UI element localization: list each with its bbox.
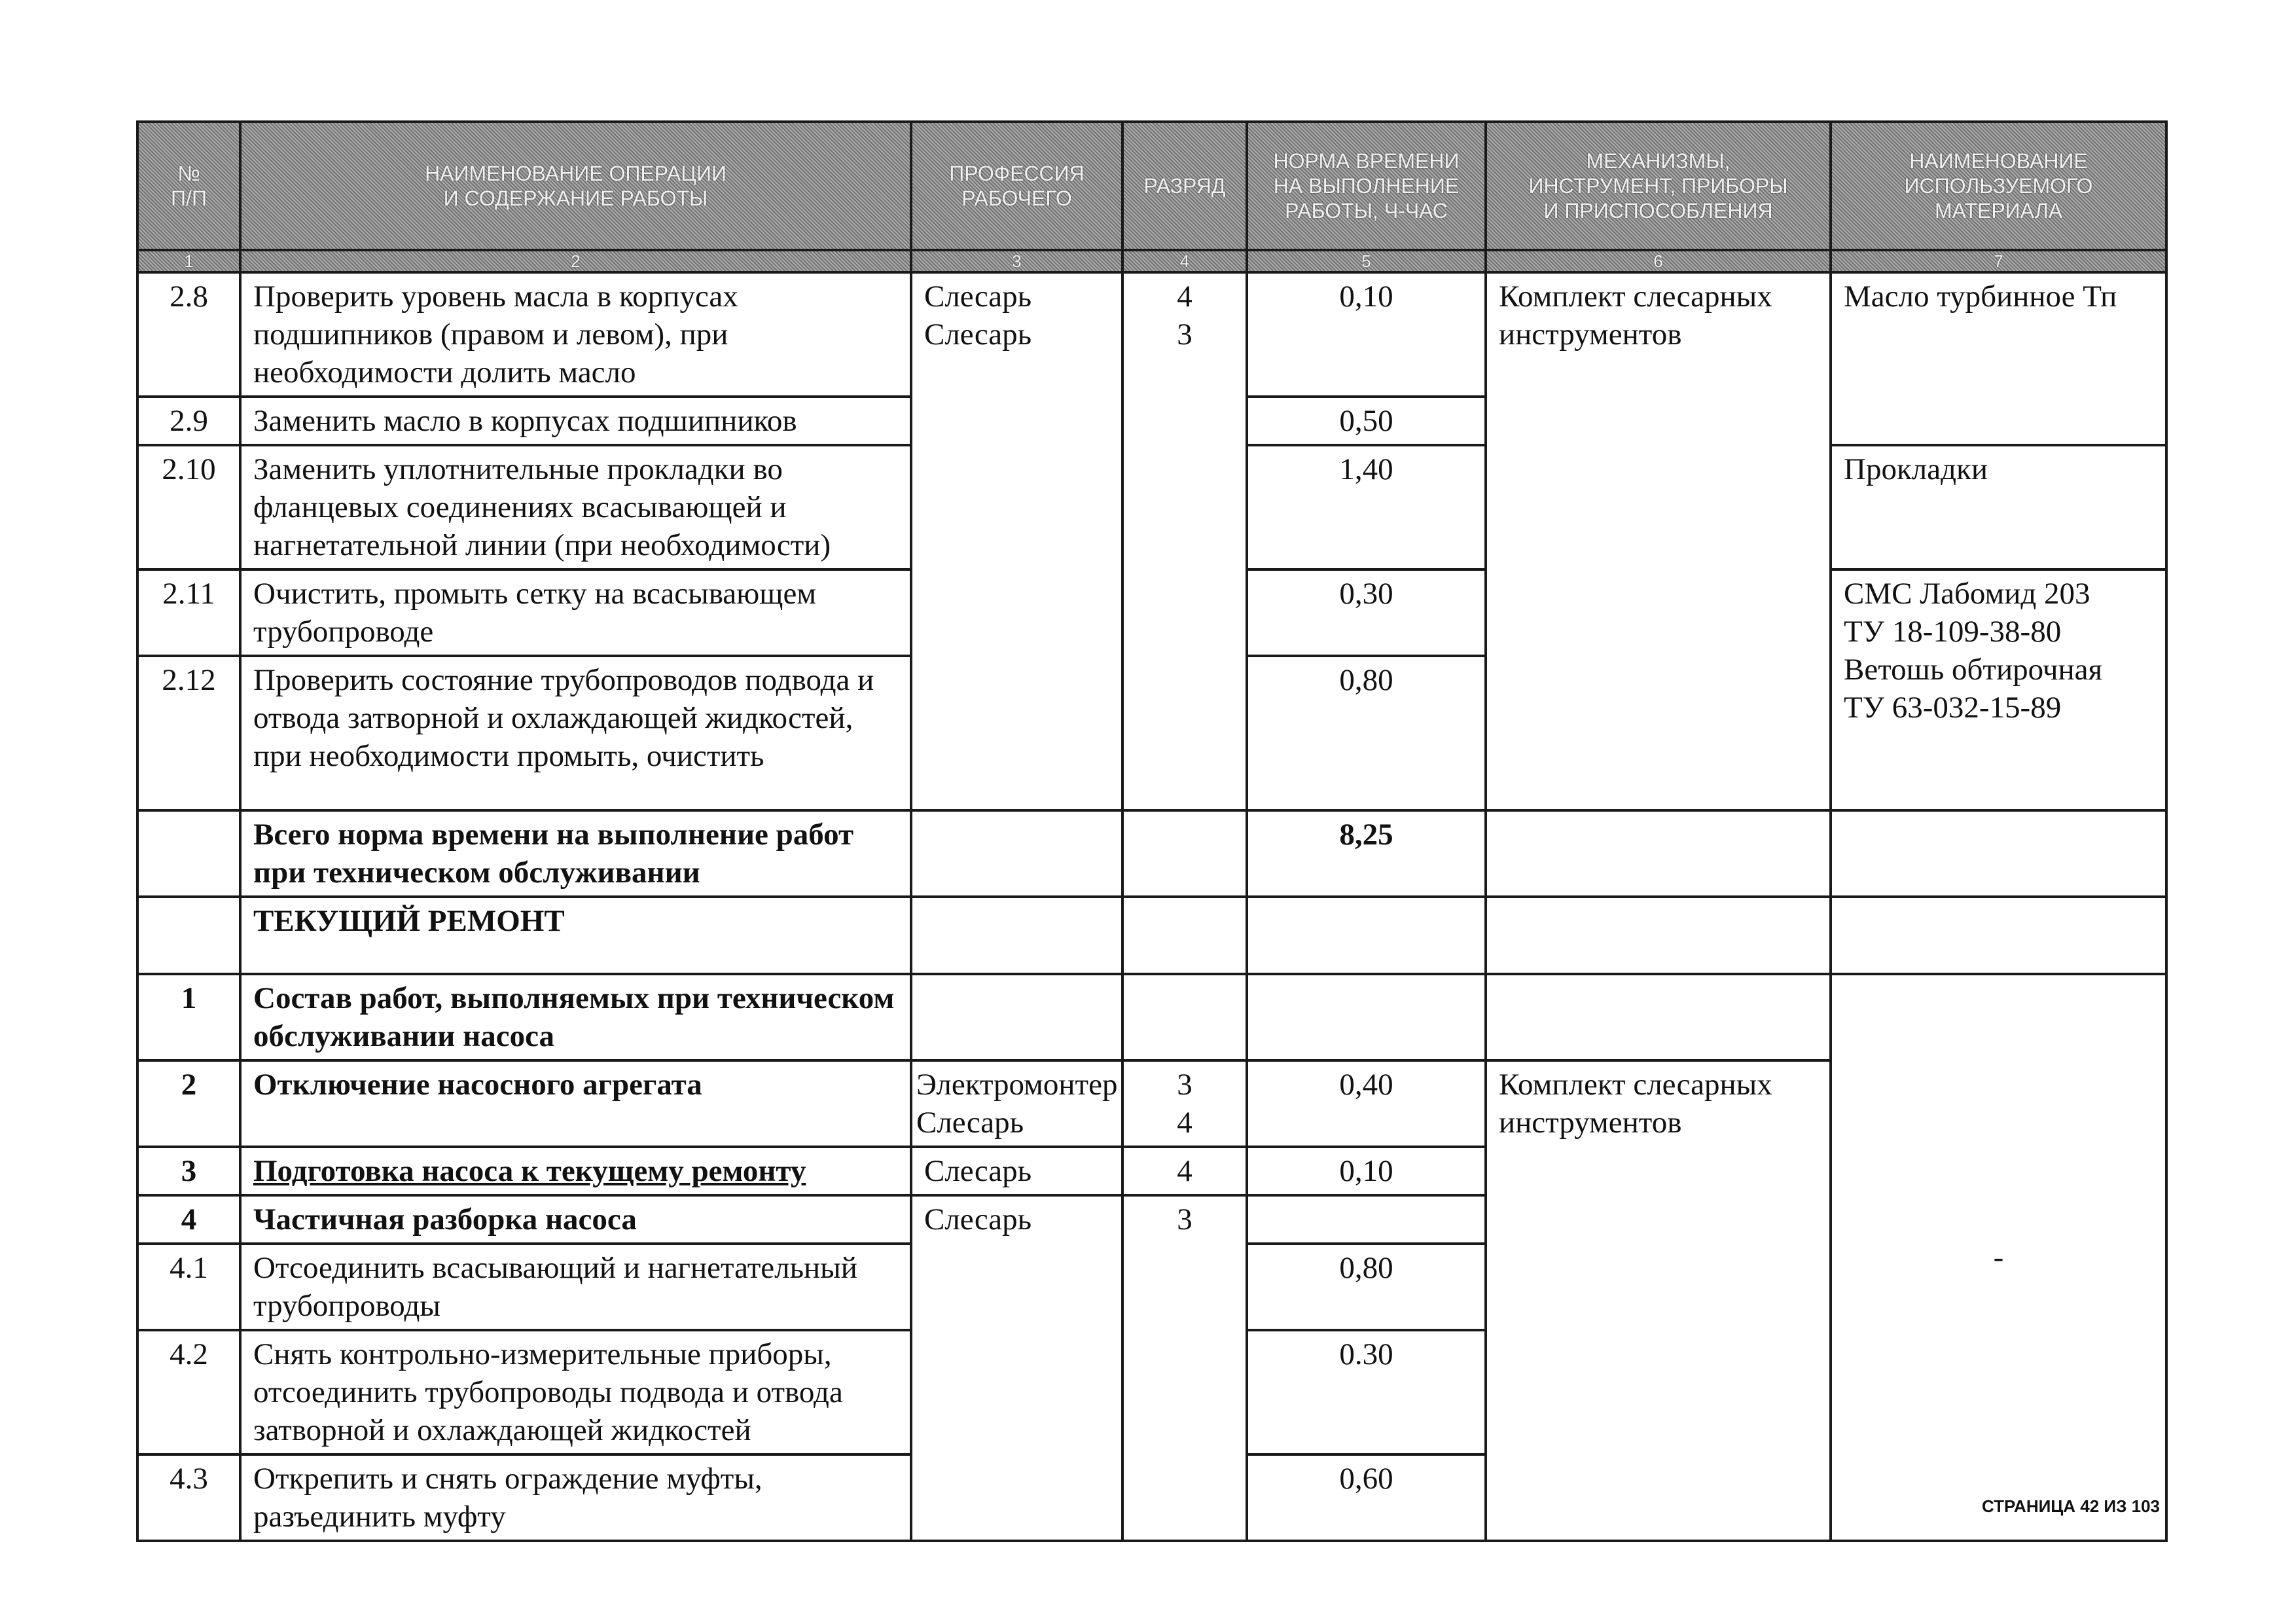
grade-cell: [1122, 897, 1247, 974]
tools-cell: [1486, 810, 1831, 897]
time-norm-cell: [1247, 897, 1486, 974]
time-norm-cell: 0.30: [1247, 1330, 1486, 1454]
profession-cell: [911, 810, 1122, 897]
time-norm-cell: [1247, 974, 1486, 1060]
grade-cell: 3: [1122, 1195, 1247, 1541]
header-col-material: НАИМЕНОВАНИЕ ИСПОЛЬЗУЕМОГО МАТЕРИАЛА: [1831, 122, 2166, 250]
profession-cell: Электромонтер Слесарь: [911, 1060, 1122, 1147]
grade-cell: 3 4: [1122, 1060, 1247, 1147]
operation-cell: Проверить состояние трубопроводов подвода и отвода затворной и охлаждающей жидкостей, при необходимости промыть, очистить: [240, 656, 911, 810]
table-header: [137, 122, 2166, 272]
section-row: [137, 897, 2166, 974]
operation-cell: Проверить уровень масла в корпусах подшипников (правом и левом), при необходимости долить масло: [240, 272, 911, 397]
operation-cell: Снять контрольно-измерительные приборы, отсоединить трубопроводы подвода и отвода затворной и охлаждающей жидкостей: [240, 1330, 911, 1454]
time-norm-cell: 0,10: [1247, 1147, 1486, 1195]
header-num-4: 4: [1122, 250, 1247, 272]
grade-cell: [1122, 974, 1247, 1060]
operation-cell: Заменить масло в корпусах подшипников: [240, 397, 911, 445]
row-number: 4.1: [137, 1244, 240, 1330]
section-title: ТЕКУЩИЙ РЕМОНТ: [240, 897, 911, 974]
profession-cell: [911, 974, 1122, 1060]
header-col-number: № П/П: [137, 122, 240, 250]
header-col-time-norm: НОРМА ВРЕМЕНИ НА ВЫПОЛНЕНИЕ РАБОТЫ, Ч-ЧАС: [1247, 122, 1486, 250]
table-row: [137, 272, 2166, 397]
row-number: 1: [137, 974, 240, 1060]
operation-cell: Очистить, промыть сетку на всасывающем трубопроводе: [240, 569, 911, 656]
grade-cell: 4 3: [1122, 272, 1247, 810]
row-number: 2.12: [137, 656, 240, 810]
profession-cell: [911, 897, 1122, 974]
time-norm-cell: 0,10: [1247, 272, 1486, 397]
material-cell: Прокладки: [1831, 445, 2166, 569]
time-norm-cell: 0,80: [1247, 656, 1486, 810]
material-cell: -: [1831, 974, 2166, 1541]
row-number: 4: [137, 1195, 240, 1244]
row-number: 2.8: [137, 272, 240, 397]
header-num-2: 2: [240, 250, 911, 272]
row-number: 4.3: [137, 1454, 240, 1541]
row-number: 2.11: [137, 569, 240, 656]
profession-cell: Слесарь: [911, 1195, 1122, 1541]
page-number: СТРАНИЦА 42 ИЗ 103: [1981, 1496, 2160, 1516]
header-col-profession: ПРОФЕССИЯ РАБОЧЕГО: [911, 122, 1122, 250]
total-label: Всего норма времени на выполнение работ при техническом обслуживании: [240, 810, 911, 897]
row-number: 2.10: [137, 445, 240, 569]
tools-cell: [1486, 974, 1831, 1060]
header-num-6: 6: [1486, 250, 1831, 272]
header-num-5: 5: [1247, 250, 1486, 272]
row-number: [137, 897, 240, 974]
profession-cell: Слесарь: [911, 1147, 1122, 1195]
header-col-grade: РАЗРЯД: [1122, 122, 1247, 250]
material-cell: Масло турбинное Тп: [1831, 272, 2166, 445]
time-norm-cell: [1247, 1195, 1486, 1244]
operation-cell: Отсоединить всасывающий и нагнетательный трубопроводы: [240, 1244, 911, 1330]
table-row: [137, 974, 2166, 1060]
operation-cell: Частичная разборка насоса: [240, 1195, 911, 1244]
row-number: 2: [137, 1060, 240, 1147]
material-cell: СМС Лабомид 203 ТУ 18-109-38-80 Ветошь обтирочная ТУ 63-032-15-89: [1831, 569, 2166, 810]
total-value: 8,25: [1247, 810, 1486, 897]
header-row: [137, 122, 2166, 250]
time-norm-cell: 0,60: [1247, 1454, 1486, 1541]
grade-cell: [1122, 810, 1247, 897]
tools-cell: Комплект слесарных инструментов: [1486, 1060, 1831, 1541]
time-norm-cell: 0,40: [1247, 1060, 1486, 1147]
header-num-3: 3: [911, 250, 1122, 272]
time-norm-cell: 0,80: [1247, 1244, 1486, 1330]
row-number: [137, 810, 240, 897]
material-cell: [1831, 810, 2166, 897]
row-number: 2.9: [137, 397, 240, 445]
operation-cell: Отключение насосного агрегата: [240, 1060, 911, 1147]
header-number-row: [137, 250, 2166, 272]
operation-cell: Подготовка насоса к текущему ремонту: [240, 1147, 911, 1195]
time-norm-cell: 1,40: [1247, 445, 1486, 569]
header-num-7: 7: [1831, 250, 2166, 272]
profession-cell: Слесарь Слесарь: [911, 272, 1122, 810]
time-norm-cell: 0,50: [1247, 397, 1486, 445]
tools-cell: [1486, 897, 1831, 974]
operation-cell: Заменить уплотнительные прокладки во фланцевых соединениях всасывающей и нагнетательной линии (при необходимости): [240, 445, 911, 569]
norm-table: [136, 120, 2168, 1542]
material-cell: [1831, 897, 2166, 974]
header-col-operation: НАИМЕНОВАНИЕ ОПЕРАЦИИ И СОДЕРЖАНИЕ РАБОТЫ: [240, 122, 911, 250]
time-norm-cell: 0,30: [1247, 569, 1486, 656]
grade-cell: 4: [1122, 1147, 1247, 1195]
header-num-1: 1: [137, 250, 240, 272]
header-col-tools: МЕХАНИЗМЫ, ИНСТРУМЕНТ, ПРИБОРЫ И ПРИСПОСОБЛЕНИЯ: [1486, 122, 1831, 250]
row-number: 3: [137, 1147, 240, 1195]
operation-cell: Открепить и снять ограждение муфты, разъединить муфту: [240, 1454, 911, 1541]
operation-cell: Состав работ, выполняемых при техническом обслуживании насоса: [240, 974, 911, 1060]
total-row: [137, 810, 2166, 897]
tools-cell: Комплект слесарных инструментов: [1486, 272, 1831, 810]
row-number: 4.2: [137, 1330, 240, 1454]
